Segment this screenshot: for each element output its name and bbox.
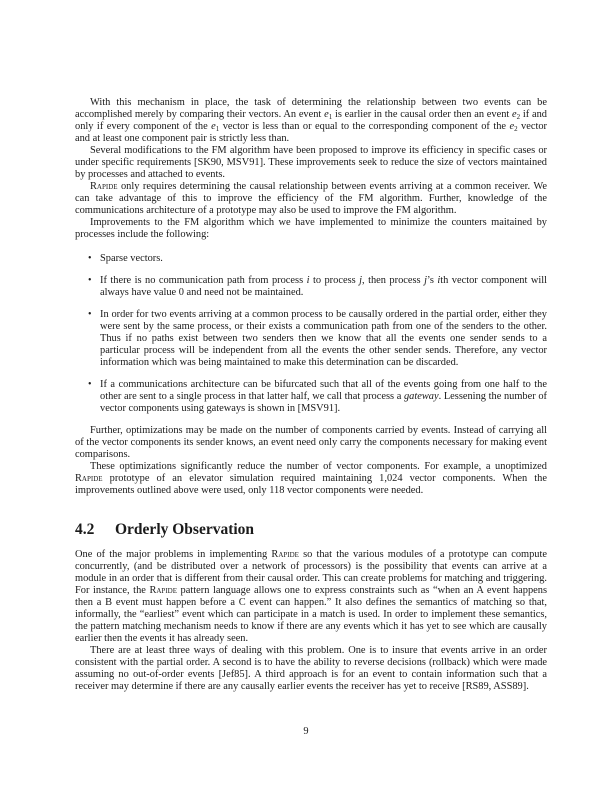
page-number: 9 bbox=[303, 726, 309, 737]
math-subscript: 1 bbox=[328, 113, 333, 121]
paragraph-component-optimizations: Further, optimizations may be made on the number of components carried by events. Instead of carrying all of the vector components its sender knows, an event need only carry the components necessary for making event comparisons. bbox=[75, 425, 547, 460]
list-item: • Sparse vectors. bbox=[100, 253, 547, 265]
list-item bbox=[100, 275, 547, 299]
math-var: j bbox=[424, 275, 427, 286]
text-run: These optimizations significantly reduce the number of vector components. For example, a unoptimized bbox=[90, 461, 547, 472]
paragraph-vector-comparison bbox=[75, 97, 547, 145]
emphasis-gateway: gateway bbox=[403, 391, 439, 402]
text-run: to process bbox=[309, 275, 360, 286]
text-run: so that the various modules of a prototype can compute concurrently, (and be distributed over a network of processors) is the possibility that events can arrive at a module in an order that is different from their causal order. This can create problems for matching and triggering. For instance, the bbox=[75, 549, 547, 596]
rapide-name: Rapide bbox=[90, 181, 118, 192]
list-item bbox=[100, 379, 547, 415]
math-var: e bbox=[509, 121, 515, 132]
text-run: If a communications architecture can be bifurcated such that all of the events going from one half to the other are sent to a single process in that latter half, we call that process a bbox=[100, 379, 547, 402]
text-run: vector is less than or equal to the corresponding component of the bbox=[219, 121, 510, 132]
list-item: • In order for two events arriving at a common process to be causally ordered in the partial order, either they were sent by the same process, or their exists a communication path from one of the senders to the other. Thus if no paths exist between two senders then we know that all the events one sender sends to a particular process will be independent from all the events the other sender sends. Therefore, any vector information which was being maintained to make this determination can be discarded. bbox=[100, 309, 547, 369]
text-run: if and only if every component of the bbox=[75, 109, 548, 132]
text-run: is earlier in the causal order then an event bbox=[332, 109, 513, 120]
math-var: e bbox=[324, 109, 329, 120]
math-var: e bbox=[211, 121, 216, 132]
paragraph-ordering-problem bbox=[75, 549, 547, 645]
math-subscript: 2 bbox=[516, 113, 521, 121]
text-run: th vector component will always have value 0 and need not be maintained. bbox=[100, 275, 548, 298]
text-run: One of the major problems in implementing bbox=[75, 549, 272, 560]
math-var: i bbox=[306, 275, 310, 286]
text-run: ’s bbox=[426, 275, 438, 286]
rapide-name: Rapide bbox=[271, 549, 299, 560]
math-subscript: 2 bbox=[514, 125, 518, 133]
paragraph-fm-modifications: Several modifications to the FM algorithm have been proposed to improve its efficiency in specific cases or under specific requirements [SK90, MSV91]. These improvements seek to reduce the size of vectors maintained by processes and attached to events. bbox=[75, 145, 547, 180]
math-subscript: 1 bbox=[215, 125, 220, 133]
paragraph-improvements-intro: Improvements to the FM algorithm which we have implemented to minimize the counters maitained by processes include the following: bbox=[75, 217, 547, 240]
text-column bbox=[75, 97, 547, 693]
paragraph-elevator-example bbox=[75, 461, 547, 497]
text-run: only requires determining the causal relationship between events arriving at a common receiver. We can take advantage of this to improve the efficiency of the FM algorithm. Further, knowledge of the communications architecture of a prototype may also be used to improve the FM algorithm. bbox=[75, 181, 547, 216]
text-run: , then process bbox=[362, 275, 425, 286]
paragraph-rapide-requirements bbox=[75, 181, 547, 217]
math-var: j bbox=[359, 275, 363, 286]
text-run: pattern language allows one to express constraints such as “when an A event happens then a B event must happen before a C event can happen.” It also defines the semantics of matching so that, informally, the “earliest” event which can participate in a match is used. In order to implement these semantics, the pattern matching mechanism needs to know if there are any events which it has yet to see which are causally earlier then the events it has already seen. bbox=[75, 585, 547, 644]
math-var: e bbox=[512, 109, 517, 120]
math-var: i bbox=[437, 275, 441, 286]
section-heading bbox=[75, 521, 547, 539]
section-number: 4.2 bbox=[75, 521, 95, 538]
text-run: With this mechanism in place, the task of determining the relationship between two events can be accomplished merely by comparing their vectors. An event bbox=[75, 97, 547, 120]
rapide-name: Rapide bbox=[149, 585, 177, 596]
text-run: vector and at least one component pair is strictly less than. bbox=[75, 121, 548, 144]
text-run: If there is no communication path from process bbox=[100, 275, 307, 286]
text-run: . Lessening the number of vector components using gateways is shown in [MSV91]. bbox=[100, 391, 547, 414]
improvements-list bbox=[75, 253, 547, 415]
rapide-name: Rapide bbox=[75, 473, 103, 484]
text-run: prototype of an elevator simulation required maintaining 1,024 vector components. When the improvements outlined above were used, only 118 vector components were needed. bbox=[75, 473, 547, 496]
section-title: Orderly Observation bbox=[115, 521, 255, 538]
paragraph-three-approaches: There are at least three ways of dealing with this problem. One is to insure that events arrive in an order consistent with the partial order. A second is to have the ability to reverse decisions (rollback) which were made assuming no out-of-order events [Jef85]. A third approach is for an event to contain information such that a receiver may determine if there are any causally earlier events the receiver has yet to receive [RS89, ASS89]. bbox=[75, 645, 547, 692]
